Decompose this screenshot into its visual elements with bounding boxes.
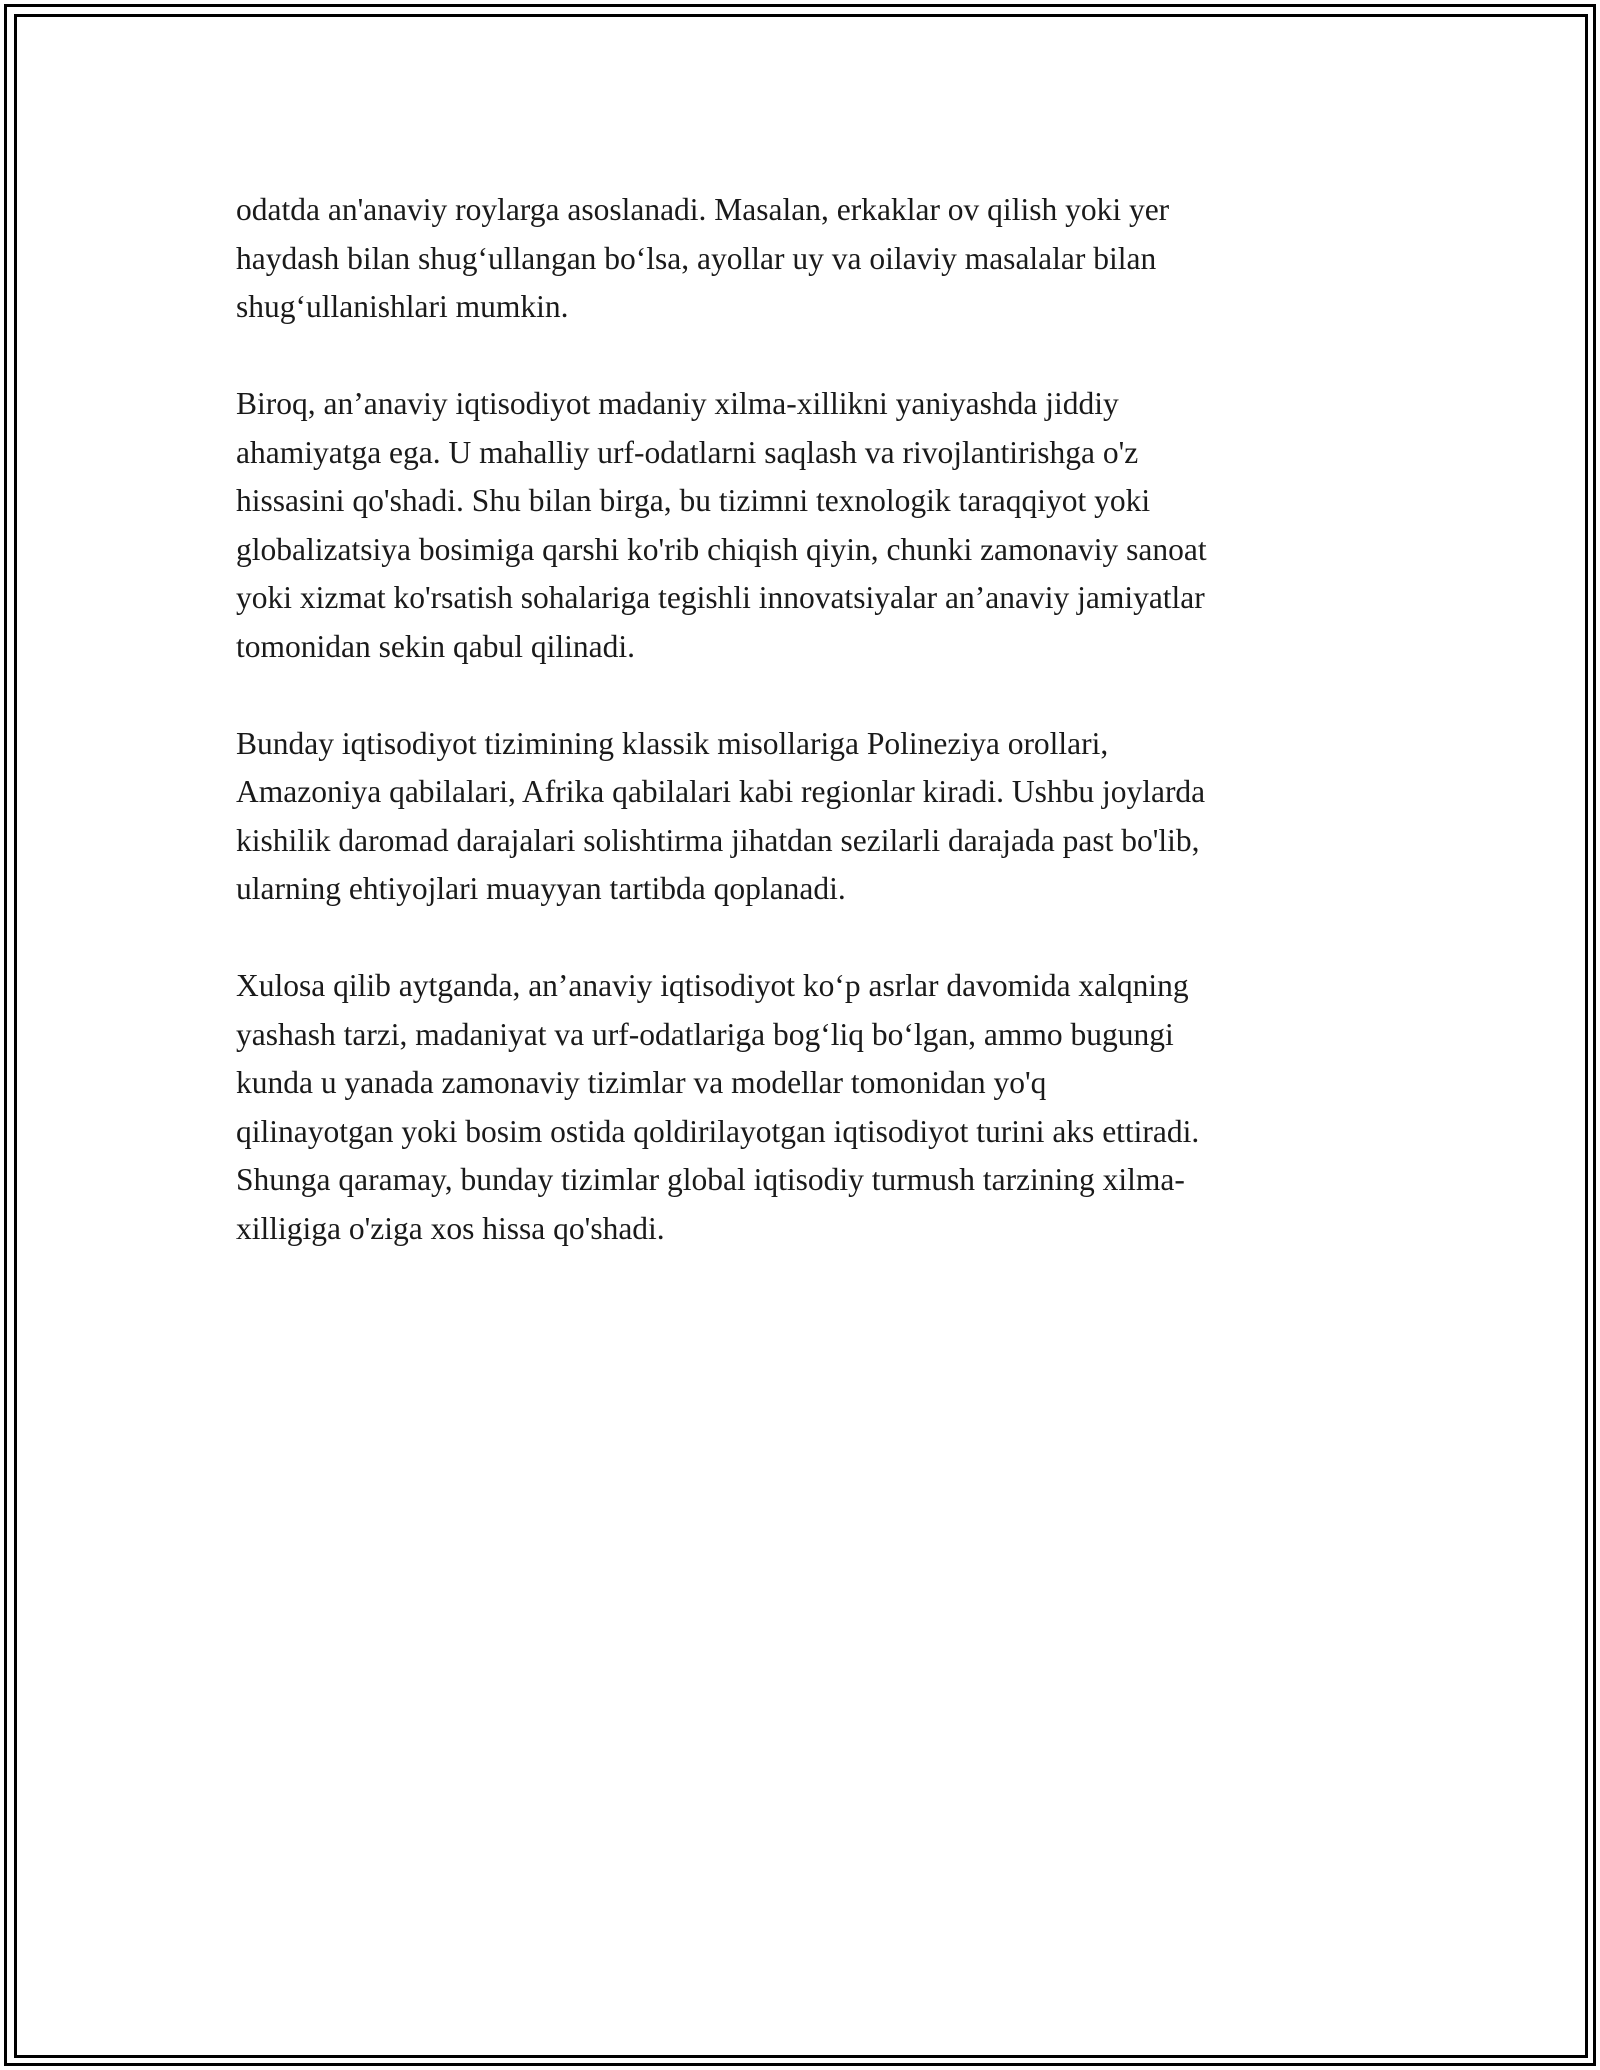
text-line: yashash tarzi, madaniyat va urf-odatlariga bog‘liq bo‘lgan, ammo bugungi bbox=[236, 1016, 1174, 1052]
text-line: Bunday iqtisodiyot tizimining klassik misollariga Polineziya orollari, bbox=[236, 725, 1109, 761]
text-line: ularning ehtiyojlari muayyan tartibda qoplanadi. bbox=[236, 871, 846, 906]
text-line: Shunga qaramay, bunday tizimlar global iqtisodiy turmush tarzining xilma- bbox=[236, 1162, 1185, 1197]
text-line: xilligiga o'ziga xos hissa qo'shadi. bbox=[236, 1210, 665, 1246]
text-line: kunda u yanada zamonaviy tizimlar va modellar tomonidan yo'q bbox=[236, 1065, 1047, 1100]
text-line: qilinayotgan yoki bosim ostida qoldirilayotgan iqtisodiyot turini aks ettiradi. bbox=[236, 1113, 1200, 1149]
text-line: kishilik daromad darajalari solishtirma jihatdan sezilarli darajada past bo'lib, bbox=[236, 822, 1200, 858]
text-line: hissasini qo'shadi. Shu bilan birga, bu tizimni texnologik taraqqiyot yoki bbox=[236, 483, 1151, 518]
paragraph-conclusion bbox=[236, 962, 1386, 1253]
text-line: shug‘ullanishlari mumkin. bbox=[236, 289, 569, 324]
text-line: odatda an'anaviy roylarga asoslanadi. Masalan, erkaklar ov qilish yoki yer bbox=[236, 192, 1170, 227]
text-line: haydash bilan shug‘ullangan bo‘lsa, ayollar uy va oilaviy masalalar bilan bbox=[236, 240, 1157, 276]
document-body bbox=[236, 186, 1386, 1253]
text-line: Biroq, an’anaviy iqtisodiyot madaniy xilma-xillikni yaniyashda jiddiy bbox=[236, 386, 1119, 421]
text-line: globalizatsiya bosimiga qarshi ko'rib chiqish qiyin, chunki zamonaviy sanoat bbox=[236, 531, 1207, 567]
paragraph-examples bbox=[236, 720, 1386, 914]
text-line: yoki xizmat ko'rsatish sohalariga tegishli innovatsiyalar an’anaviy jamiyatlar bbox=[236, 580, 1205, 615]
text-line: Xulosa qilib aytganda, an’anaviy iqtisodiyot ko‘p asrlar davomida xalqning bbox=[236, 968, 1189, 1003]
text-line: Amazoniya qabilalari, Afrika qabilalari kabi regionlar kiradi. Ushbu joylarda bbox=[236, 774, 1206, 809]
paragraph-roles bbox=[236, 186, 1386, 332]
text-line: ahamiyatga ega. U mahalliy urf-odatlarni saqlash va rivojlantirishga o'z bbox=[236, 434, 1139, 470]
text-line: tomonidan sekin qabul qilinadi. bbox=[236, 628, 635, 664]
paragraph-cultural-diversity bbox=[236, 380, 1386, 671]
